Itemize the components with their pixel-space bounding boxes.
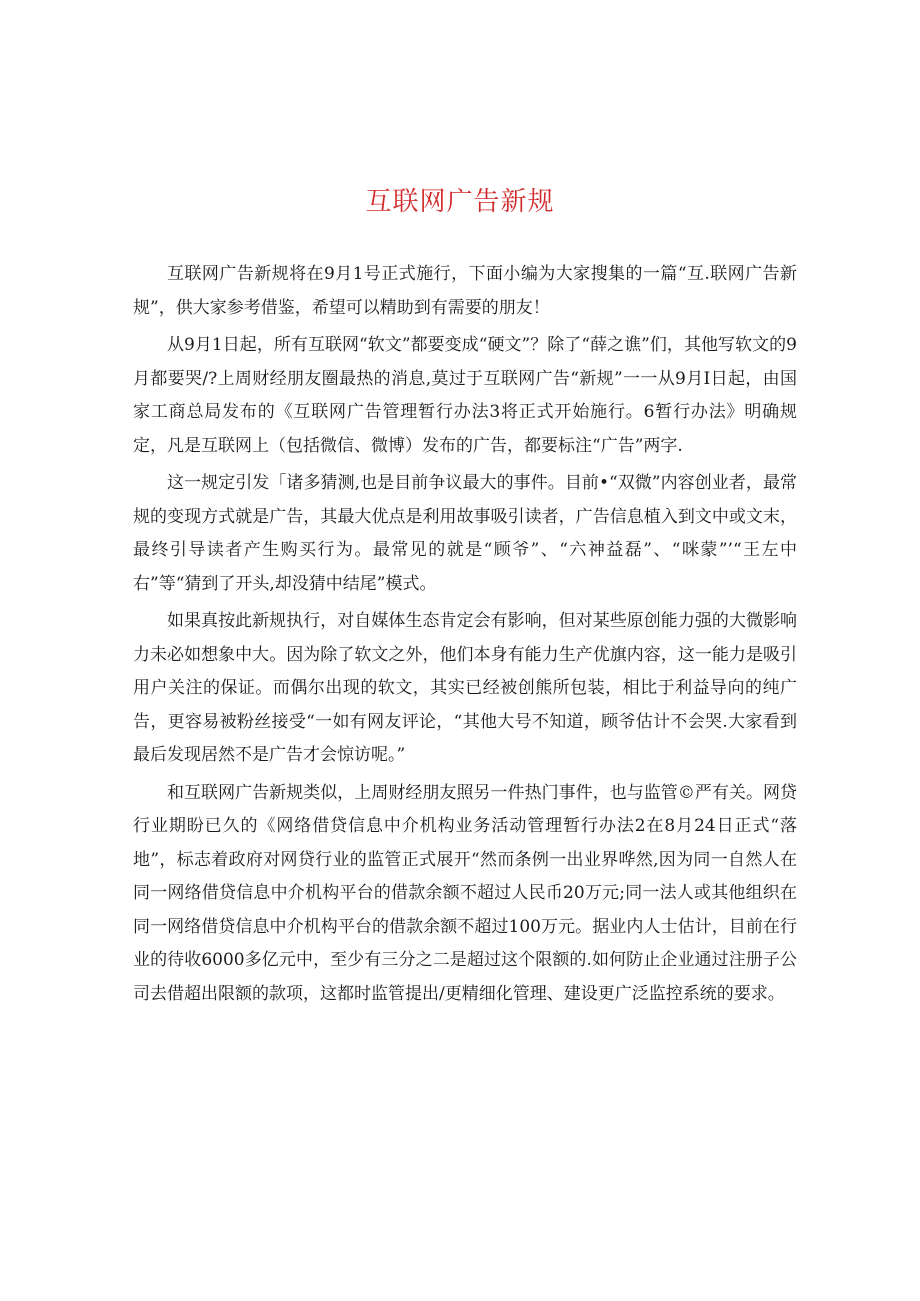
paragraph-intro: 互联网广告新规将在9月1号正式施行，下面小编为大家搜集的一篇“互.联网广告新规”，供大家参考借鉴，希望可以精助到有需要的朋友！ [133, 264, 797, 318]
article-body [133, 258, 797, 1015]
paragraph-impact: 如果真按此新规执行，对自媒体生态肯定会有影响，但对某些原创能力强的大微影响力未必如想象中大。因为除了软文之外，他们本身有能力生产优旗内容，这一能力是吸引用户关注的保证。而偶尔出现的软文，其实已经被创熊所包装，相比于利益导向的纯广告，更容易被粉丝接受“一如有网友评论，“其他大号不知道，顾爷估计不会哭.大家看到最后发现居然不是广告才会惊访呢。” [133, 611, 797, 765]
paragraph-soft-article: 从9月1日起，所有互联网“软文”都要变成“硬文”？除了“薛之谯”们，其他写软文的9月都要哭/?上周财经朋友圈最热的消息,莫过于互联网广告“新规”一一从9月I日起，由国家工商总局发布的《互联网广告管理暂行办法3将正式开始施行。6暂行办法》明确规定，凡是互联网上（包括微信、微博）发布的广告，都要标注“广告”两字. [133, 335, 797, 456]
paragraph-p2p-regulation: 和互联网广告新规类似，上周财经朋友照另一件热门事件，也与监管©严有关。网贷行业期盼已久的《网络借贷信息中介机构业务活动管理暂行办法2在8月24日正式“落地”，标志着政府对网贷行业的监管正式展开“然而条例一出业界哗然,因为同一自然人在同一网络借贷信息中介机构平台的借款余额不超过人民币20万元;同一法人或其他组织在同一网络借贷信息中介机构平台的借款余额不超过100万元。据业内人士估计，目前在行业的待收6000多亿元中，至少有三分之二是超过这个限额的.如何防止企业通过注册子公司去借超出限额的款项，这都时监管提出/更精细化管理、建设更广泛监控系统的要求。 [133, 782, 797, 1004]
page-title: 互联网广告新规 [365, 187, 555, 217]
paragraph-speculation: 这一规定引发「诸多猜测,也是目前争议最大的事件。目前•“双微”内容创业者，最常规的变现方式就是广告，其最大优点是利用故事吸引读者，广告信息植入到文中或文末，最终引导读者产生购买行为。最常见的就是“顾爷”、“六神益磊”、“咪蒙”’“王左中右”等“猜到了开头,却没猜中结尾”模式。 [133, 473, 797, 594]
